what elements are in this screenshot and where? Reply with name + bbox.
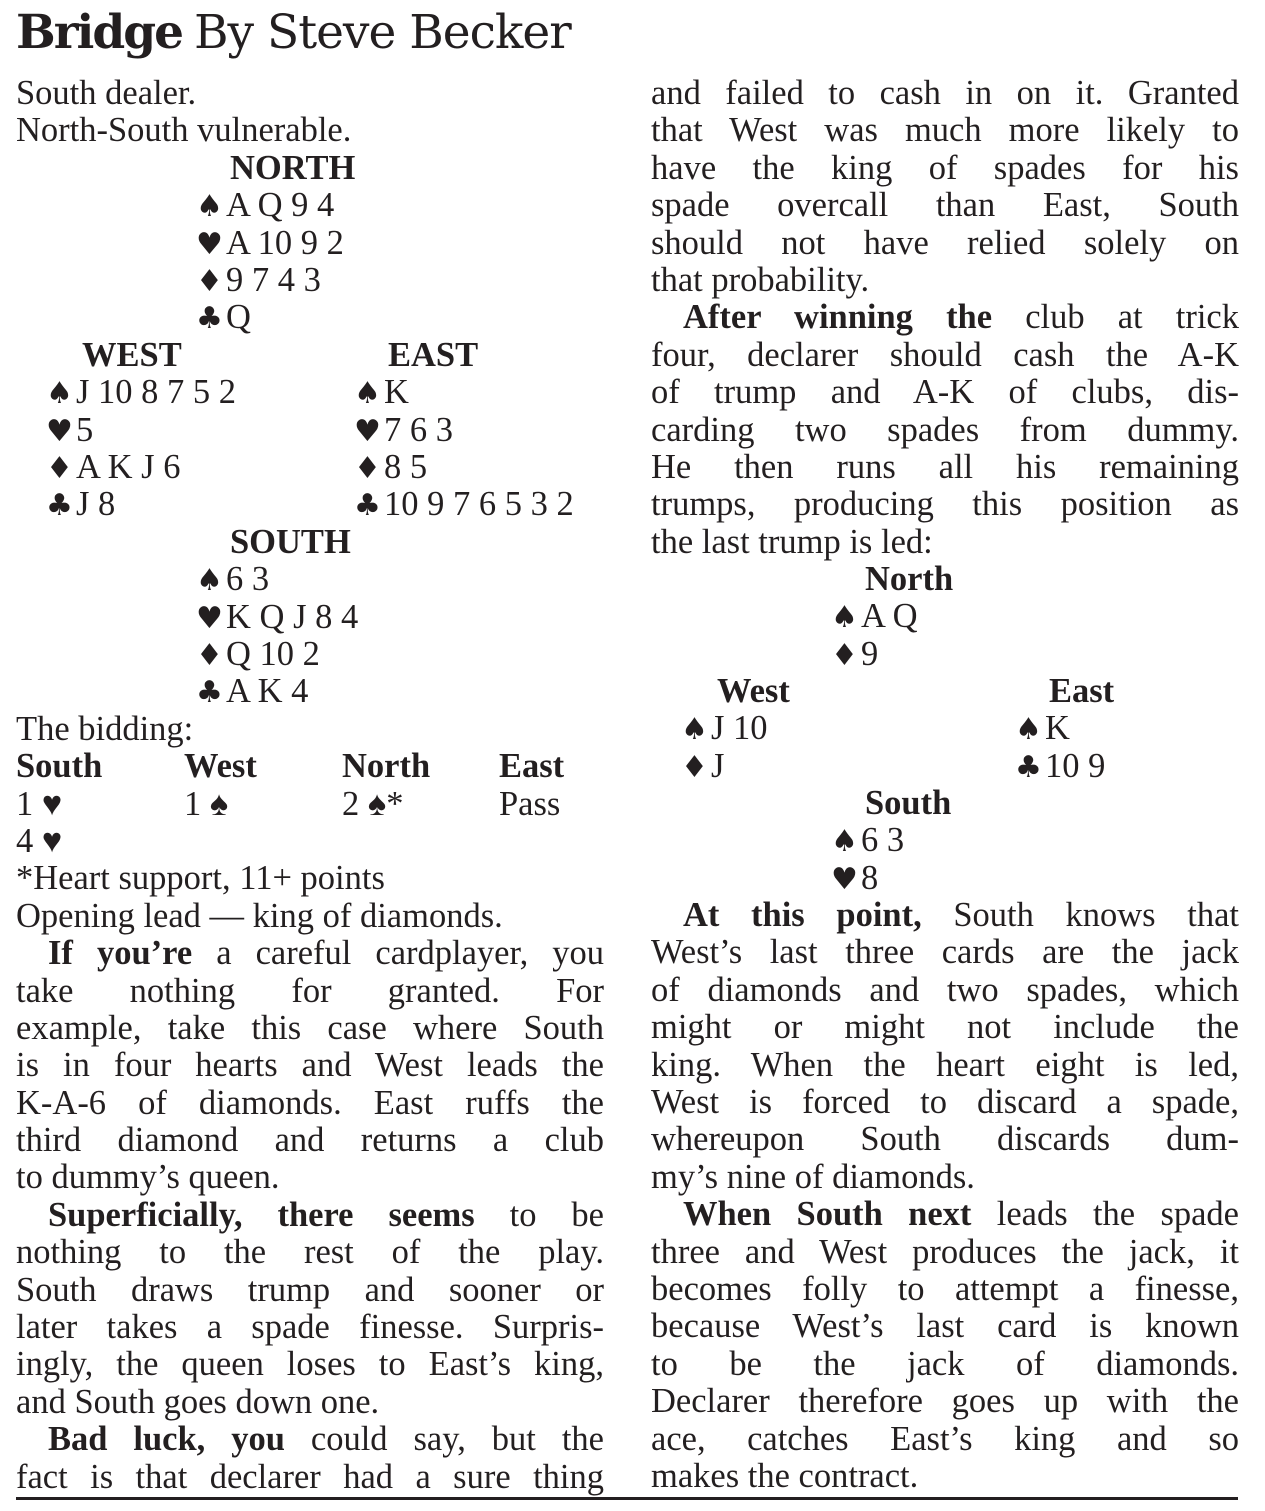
diamond-icon: ♦ <box>196 263 223 299</box>
suit-row: ♥8 <box>831 858 879 897</box>
opening-lead: Opening lead — king of diamonds. <box>16 896 503 935</box>
right-column <box>651 75 1239 1495</box>
bidding-table <box>16 748 604 860</box>
hand-south <box>196 524 358 711</box>
club-icon: ♣ <box>1015 749 1042 785</box>
hand-label: West <box>717 672 790 711</box>
article-paragraph: If you’re a careful cardplayer, you take nothing for granted. For example, take this case where South is in four hearts and West leads the K-A-6 of diamonds. East ruffs the third diamond and returns a club to dummy’s queen. <box>16 934 605 1197</box>
hand-label: EAST <box>388 335 479 374</box>
hand-label: North <box>865 560 954 599</box>
spade-icon: ♠ <box>681 712 708 748</box>
left-column <box>16 75 604 1496</box>
bid-cell: Pass <box>499 784 561 823</box>
suit-row-hearts: ♥A 10 9 2 <box>196 223 344 262</box>
club-icon: ♣ <box>196 675 223 711</box>
hand-west <box>46 337 236 524</box>
club-icon: ♣ <box>354 488 381 524</box>
suit-row: ♠6 3 <box>831 821 905 860</box>
bid-cell <box>184 823 342 860</box>
hand-label: NORTH <box>230 148 356 187</box>
article-paragraph: Superficially, there seems to be nothing to the rest of the play. South draws trump and sooner or later takes a spade finesse. Surpris- ingly, the queen loses to East’s king, and South goes down one. <box>16 1195 604 1421</box>
spade-icon: ♠ <box>1015 712 1042 748</box>
article-paragraph: and failed to cash in on it. Granted that West was much more likely to have the king of spades for his spade overcall than East, South should not have relied solely on that probability. <box>651 74 1239 299</box>
spade-icon: ♠ <box>831 824 858 860</box>
heart-icon: ♥ <box>196 600 223 636</box>
bid-cell: 1 ♠ <box>184 784 229 823</box>
end-hand-south <box>831 785 951 897</box>
suit-row-clubs: ♣J 8 <box>46 485 116 524</box>
suit-row-clubs: ♣A K 4 <box>196 672 309 711</box>
suit-row-spades: ♠A Q 9 4 <box>196 186 335 225</box>
suit-row-clubs: ♣10 9 7 6 5 3 2 <box>354 485 574 524</box>
suit-row-hearts: ♥5 <box>46 410 94 449</box>
hand-label: East <box>1049 672 1115 711</box>
article-paragraph: When South next leads the spade three and West produces the jack, it becomes folly to attempt a finesse, because West’s last card is known to be the jack of diamonds. Declarer therefore goes up with the ace, catches East’s king and so makes the contract. <box>651 1195 1239 1495</box>
column-byline: By Steve Becker <box>193 5 571 60</box>
suit-row-hearts: ♥K Q J 8 4 <box>196 597 359 636</box>
bid-cell: 4 ♥ <box>16 821 63 860</box>
end-position-diagram <box>651 561 1239 897</box>
end-hand-north <box>831 561 953 673</box>
suit-row-diamonds: ♦A K J 6 <box>46 447 181 486</box>
diamond-icon: ♦ <box>354 450 381 486</box>
spade-icon: ♠ <box>354 376 381 412</box>
heart-icon: ♥ <box>354 413 381 449</box>
club-icon: ♣ <box>196 301 223 337</box>
club-icon: ♣ <box>46 488 73 524</box>
suit-row: ♦J <box>681 746 725 785</box>
suit-row-spades: ♠K <box>354 373 409 412</box>
bidding-header: North <box>342 747 431 786</box>
bottom-rule <box>16 1497 1238 1500</box>
bidding-header: East <box>499 747 565 786</box>
suit-row: ♣10 9 <box>1015 746 1106 785</box>
suit-row-spades: ♠J 10 8 7 5 2 <box>46 373 237 412</box>
bidding-footnote: *Heart support, 11+ points <box>16 859 385 898</box>
suit-row: ♠K <box>1015 709 1070 748</box>
suit-row-spades: ♠6 3 <box>196 560 270 599</box>
end-hand-east <box>1015 673 1114 785</box>
bid-cell: 2 ♠* <box>342 784 404 823</box>
diamond-icon: ♦ <box>681 749 708 785</box>
heart-icon: ♥ <box>196 226 223 262</box>
diamond-icon: ♦ <box>196 637 223 673</box>
hand-label: WEST <box>82 335 182 374</box>
diamond-icon: ♦ <box>46 450 73 486</box>
diamond-icon: ♦ <box>831 637 858 673</box>
suit-row: ♦9 <box>831 634 879 673</box>
article-paragraph: Bad luck, you could say, but the fact is that declarer had a sure thing <box>16 1420 604 1496</box>
bid-cell <box>499 823 604 860</box>
deal-diagram <box>16 150 604 711</box>
article-paragraph: After winning the club at trick four, declarer should cash the A-K of trump and A-K of clubs, dis- carding two spades from dummy. He then runs all his remaining trumps, producing this position as the last trump is led: <box>651 298 1239 561</box>
hand-label: South <box>865 784 952 823</box>
bidding-header: West <box>184 747 257 786</box>
suit-row-diamonds: ♦8 5 <box>354 447 428 486</box>
hand-east <box>354 337 574 524</box>
spade-icon: ♠ <box>196 563 223 599</box>
suit-row-hearts: ♥7 6 3 <box>354 410 453 449</box>
suit-row: ♠J 10 <box>681 709 768 748</box>
spade-icon: ♠ <box>46 376 73 412</box>
heart-icon: ♥ <box>831 861 858 897</box>
dealer-info: South dealer. <box>16 74 197 112</box>
end-hand-west <box>681 673 790 785</box>
bid-cell: 1 ♥ <box>16 784 63 823</box>
bidding-header: South <box>16 747 103 786</box>
suit-row-diamonds: ♦9 7 4 3 <box>196 260 321 299</box>
bid-cell <box>342 823 499 860</box>
suit-row-clubs: ♣Q <box>196 298 251 337</box>
article-paragraph: At this point, South knows that West’s last three cards are the jack of diamonds and two spades, which might or might not include the king. When the heart eight is led, West is forced to discard a spade, whereupon South discards dum- my’s nine of diamonds. <box>651 896 1239 1196</box>
bidding-intro: The bidding: <box>16 709 194 748</box>
hand-north <box>196 150 355 337</box>
heart-icon: ♥ <box>46 413 73 449</box>
column-title <box>16 0 571 62</box>
spade-icon: ♠ <box>831 600 858 636</box>
hand-label: SOUTH <box>230 522 351 561</box>
vulnerability-info: North-South vulnerable. <box>16 111 352 150</box>
spade-icon: ♠ <box>196 189 223 225</box>
column-brand: Bridge <box>16 5 182 60</box>
suit-row: ♠A Q <box>831 597 918 636</box>
suit-row-diamonds: ♦Q 10 2 <box>196 634 320 673</box>
